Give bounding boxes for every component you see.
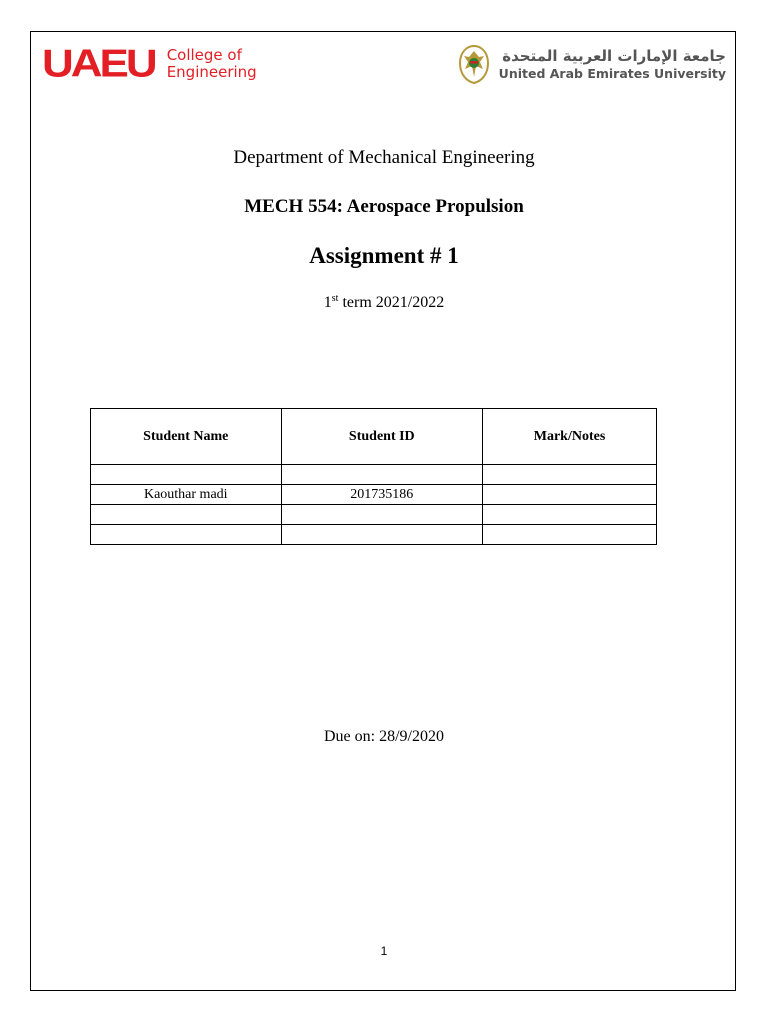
due-date: Due on: 28/9/2020 — [324, 728, 444, 745]
table-row — [91, 485, 657, 505]
department-title: Department of Mechanical Engineering — [233, 147, 535, 168]
cell-student-id — [281, 505, 483, 525]
cell-student-name: Kaouthar madi — [91, 485, 282, 505]
header-mark-notes: Mark/Notes — [483, 409, 657, 465]
falcon-emblem-icon — [455, 43, 493, 85]
page-number: 1 — [380, 944, 388, 958]
cell-mark-notes — [483, 485, 657, 505]
university-names — [499, 47, 726, 81]
term-ordinal-suffix: st — [331, 293, 339, 304]
cell-student-name — [91, 525, 282, 545]
university-name-english: United Arab Emirates University — [498, 66, 726, 81]
uaeu-logo-mark: UAEU — [42, 42, 155, 86]
table-row — [91, 465, 657, 485]
uaeu-college-logo — [42, 44, 257, 84]
cell-student-id — [281, 525, 483, 545]
term-number: 1 — [323, 294, 332, 311]
header-student-id: Student ID — [281, 409, 483, 465]
term-line — [0, 294, 768, 312]
table-row — [91, 525, 657, 545]
table-row — [91, 505, 657, 525]
term-text: term 2021/2022 — [338, 294, 445, 311]
table-header-row — [91, 409, 657, 465]
cell-mark-notes — [483, 525, 657, 545]
cell-mark-notes — [483, 465, 657, 485]
header-student-name: Student Name — [91, 409, 282, 465]
university-name-arabic: جامعة الإمارات العربية المتحدة — [502, 47, 726, 65]
course-title: MECH 554: Aerospace Propulsion — [244, 196, 524, 217]
college-line-2: Engineering — [166, 63, 257, 81]
cell-student-name — [91, 505, 282, 525]
cell-student-id: 201735186 — [281, 485, 483, 505]
university-logo — [455, 42, 726, 86]
cell-mark-notes — [483, 505, 657, 525]
college-line-1: College of — [166, 46, 242, 64]
college-name — [167, 47, 257, 81]
cell-student-id — [281, 465, 483, 485]
student-table — [90, 408, 657, 545]
assignment-title: Assignment # 1 — [309, 243, 459, 268]
cell-student-name — [91, 465, 282, 485]
